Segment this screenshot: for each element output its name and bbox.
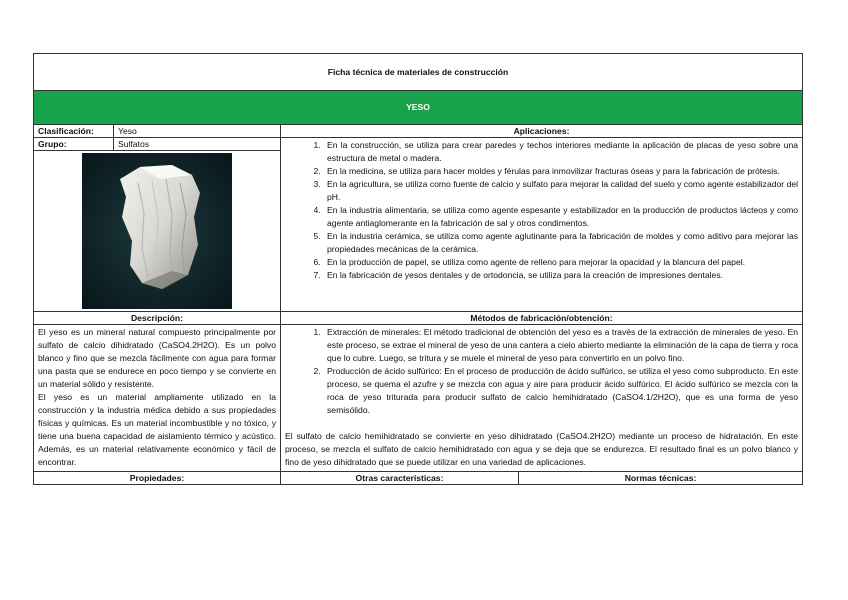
methods-list xyxy=(285,326,798,417)
material-banner: YESO xyxy=(34,91,803,125)
description-paragraph-1: El yeso es un mineral natural compuesto principalmente por sulfato de calcio dihidratado (CaSO4.2H2O). Es un polvo blanco y fino que se mezcla fácilmente con agua para formar una pasta que se endurece en poco tiempo y se convierte en un material sólido y resistente. xyxy=(38,327,276,389)
applications-list xyxy=(285,139,798,282)
list-item: 2. En la medicina, se utiliza para hacer moldes y férulas para inmovilizar fracturas óseas y para la fabricación de prótesis. xyxy=(323,165,798,178)
list-item: 4. En la industria alimentaria, se utiliza como agente espesante y estabilizador en la producción de productos lácteos y como agente antiaglomerante en la fabricación de sal y otros condimentos. xyxy=(323,204,798,230)
gypsum-rock-photo xyxy=(82,153,232,309)
description-cell xyxy=(34,325,281,472)
data-sheet xyxy=(33,53,802,485)
list-item: 7. En la fabricación de yesos dentales y de ortodoncia, se utiliza para la creación de impresiones dentales. xyxy=(323,269,798,282)
classification-label: Clasificación: xyxy=(34,125,114,138)
description-paragraph-2: El yeso es un material ampliamente utilizado en la construcción y la industria médica debido a sus propiedades físicas y químicas. Es un material incombustible y no tóxico, y tiene una buena capacidad de aislamiento térmico y acústico. Además, es un material relativamente económico y fácil de encontrar. xyxy=(38,392,276,467)
other-characteristics-header: Otras características: xyxy=(281,472,519,485)
description-header: Descripción: xyxy=(34,312,281,325)
applications-header: Aplicaciones: xyxy=(281,125,803,138)
list-item: 3. En la agricultura, se utiliza como fuente de calcio y sulfato para mejorar la calidad del suelo y como agente estabilizador del pH. xyxy=(323,178,798,204)
list-item: 1. Extracción de minerales: El método tradicional de obtención del yeso es a través de la extracción de minerales de yeso. En este proceso, se extrae el mineral de yeso de una cantera a cielo abierto mediante la eliminación de la capa de tierra y roca que lo cubre. Luego, se tritura y se muele el mineral de yeso para convertirlo en un polvo fino. xyxy=(323,326,798,365)
methods-note: El sulfato de calcio hemihidratado se convierte en yeso dihidratado (CaSO4.2H2O) mediante un proceso de hidratación. En este proceso, se mezcla el sulfato de calcio hemihidratado con agua y se deja que se endurezca. El resultado final es un polvo blanco y fino de yeso dihidratado que se puede utilizar en una variedad de aplicaciones. xyxy=(285,431,799,467)
technical-norms-header: Normas técnicas: xyxy=(519,472,803,485)
gypsum-rock-icon xyxy=(82,153,232,309)
image-cell xyxy=(34,151,281,312)
group-label: Grupo: xyxy=(34,138,114,151)
list-item: 2. Producción de ácido sulfúrico: En el proceso de producción de ácido sulfúrico, se utiliza el yeso como subproducto. En este proceso, se quema el azufre y se mezcla con agua y aire para producir ácido sulfúrico. El ácido sulfúrico se mezcla con la roca de yeso triturada para producir sulfato de calcio hemihidratado (CaSO4.1/2H2O), que es una forma de yeso semisólido. xyxy=(323,365,798,417)
group-value: Sulfatos xyxy=(114,138,281,151)
list-item: 6. En la producción de papel, se utiliza como agente de relleno para mejorar la opacidad y la blancura del papel. xyxy=(323,256,798,269)
methods-cell xyxy=(281,325,803,472)
methods-header: Métodos de fabricación/obtención: xyxy=(281,312,803,325)
sheet-title: Ficha técnica de materiales de construcción xyxy=(34,54,803,91)
classification-value: Yeso xyxy=(114,125,281,138)
sheet-table xyxy=(33,53,803,485)
list-item: 5. En la industria cerámica, se utiliza como agente aglutinante para la fabricación de moldes y como aditivo para mejorar las propiedades mecánicas de la cerámica. xyxy=(323,230,798,256)
list-item: 1. En la construcción, se utiliza para crear paredes y techos interiores mediante la aplicación de placas de yeso sobre una estructura de metal o madera. xyxy=(323,139,798,165)
properties-header: Propiedades: xyxy=(34,472,281,485)
applications-cell xyxy=(281,138,803,312)
